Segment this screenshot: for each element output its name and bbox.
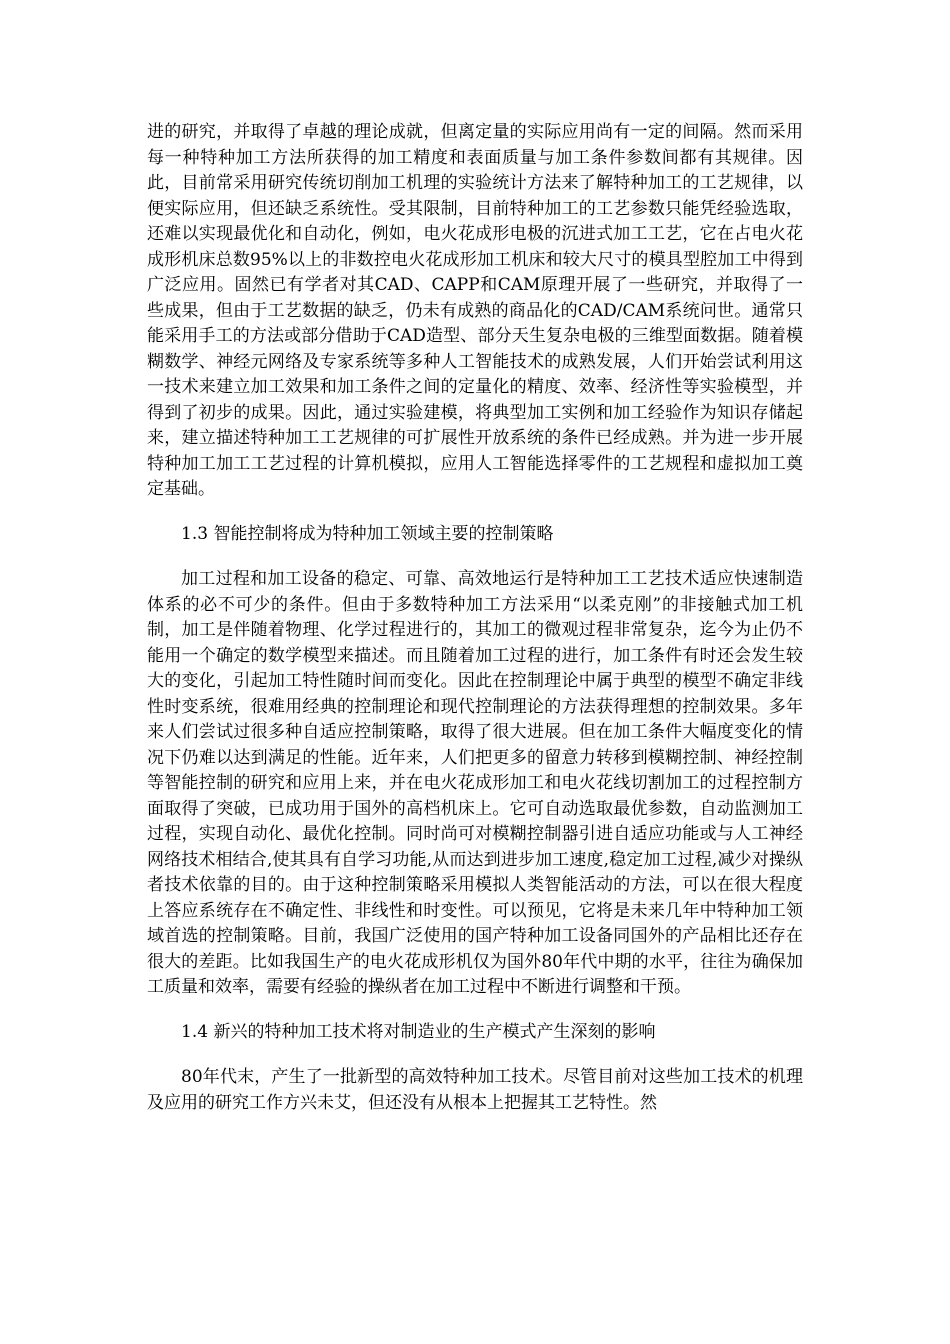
body-paragraph-2: 加工过程和加工设备的稳定、可靠、高效地运行是特种加工工艺技术适应快速制造体系的必不可少的条件。但由于多数特种加工方法采用“以柔克刚”的非接触式加工机制，加工是伴随着物理、化学过程进行的，其加工的微观过程非常复杂，迄今为止仍不能用一个确定的数学模型来描述。而且随着加工过程的进行，加工条件有时还会发生较大的变化，引起加工特性随时间而变化。因此在控制理论中属于典型的模型不确定非线性时变系统，很难用经典的控制理论和现代控制理论的方法获得理想的控制效果。多年来人们尝试过很多种自适应控制策略，取得了很大进展。但在加工条件大幅度变化的情况下仍难以达到满足的性能。近年来，人们把更多的留意力转移到模糊控制、神经控制等智能控制的研究和应用上来，并在电火花成形加工和电火花线切割加工的过程控制方面取得了突破，已成功用于国外的高档机床上。它可自动选取最优参数，自动监测加工过程，实现自动化、最优化控制。同时尚可对模糊控制器引进自适应功能或与人工神经网络技术相结合,使其具有自学习功能,从而达到进步加工速度,稳定加工过程,减少对操纵者技术依靠的目的。由于这种控制策略采用模拟人类智能活动的方法，可以在很大程度上答应系统存在不确定性、非线性和时变性。可以预见，它将是未来几年中特种加工领域首选的控制策略。目前，我国广泛使用的国产特种加工设备同国外的产品相比还存在很大的差距。比如我国生产的电火花成形机仅为国外80年代中期的水平，往往为确保加工质量和效率，需要有经验的操纵者在加工过程中不断进行调整和干预。 <box>147 569 803 997</box>
body-paragraph-3: 80年代末，产生了一批新型的高效特种加工技术。尽管目前对这些加工技术的机理及应用的研究工作方兴未艾，但还没有从根本上把握其工艺特性。然 <box>147 1067 803 1113</box>
section-heading-1-3: 1.3 智能控制将成为特种加工领域主要的控制策略 <box>181 523 554 544</box>
body-paragraph-1: 进的研究，并取得了卓越的理论成就，但离定量的实际应用尚有一定的间隔。然而采用每一种特种加工方法所获得的加工精度和表面质量与加工条件参数间都有其规律。因此，目前常采用研究传统切削加工机理的实验统计方法来了解特种加工的工艺规律，以便实际应用，但还缺乏系统性。受其限制，目前特种加工的工艺参数只能凭经验选取，还难以实现最优化和自动化，例如，电火花成形电极的沉进式加工工艺，它在占电火花成形机床总数95%以上的非数控电火花成形加工机床和较大尺寸的模具型腔加工中得到广泛应用。固然已有学者对其CAD、CAPP和CAM原理开展了一些研究，并取得了一些成果，但由于工艺数据的缺乏，仍未有成熟的商品化的CAD/CAM系统问世。通常只能采用手工的方法或部分借助于CAD造型、部分天生复杂电极的三维型面数据。随着模糊数学、神经元网络及专家系统等多种人工智能技术的成熟发展，人们开始尝试利用这一技术来建立加工效果和加工条件之间的定量化的精度、效率、经济性等实验模型，并得到了初步的成果。因此，通过实验建模，将典型加工实例和加工经验作为知识存储起来，建立描述特种加工工艺规律的可扩展性开放系统的条件已经成熟。并为进一步开展特种加工加工工艺过程的计算机模拟，应用人工智能选择零件的工艺规程和虚拟加工奠定基础。 <box>147 122 803 499</box>
document-body <box>147 120 803 1116</box>
section-heading-1-4: 1.4 新兴的特种加工技术将对制造业的生产模式产生深刻的影响 <box>181 1021 656 1042</box>
